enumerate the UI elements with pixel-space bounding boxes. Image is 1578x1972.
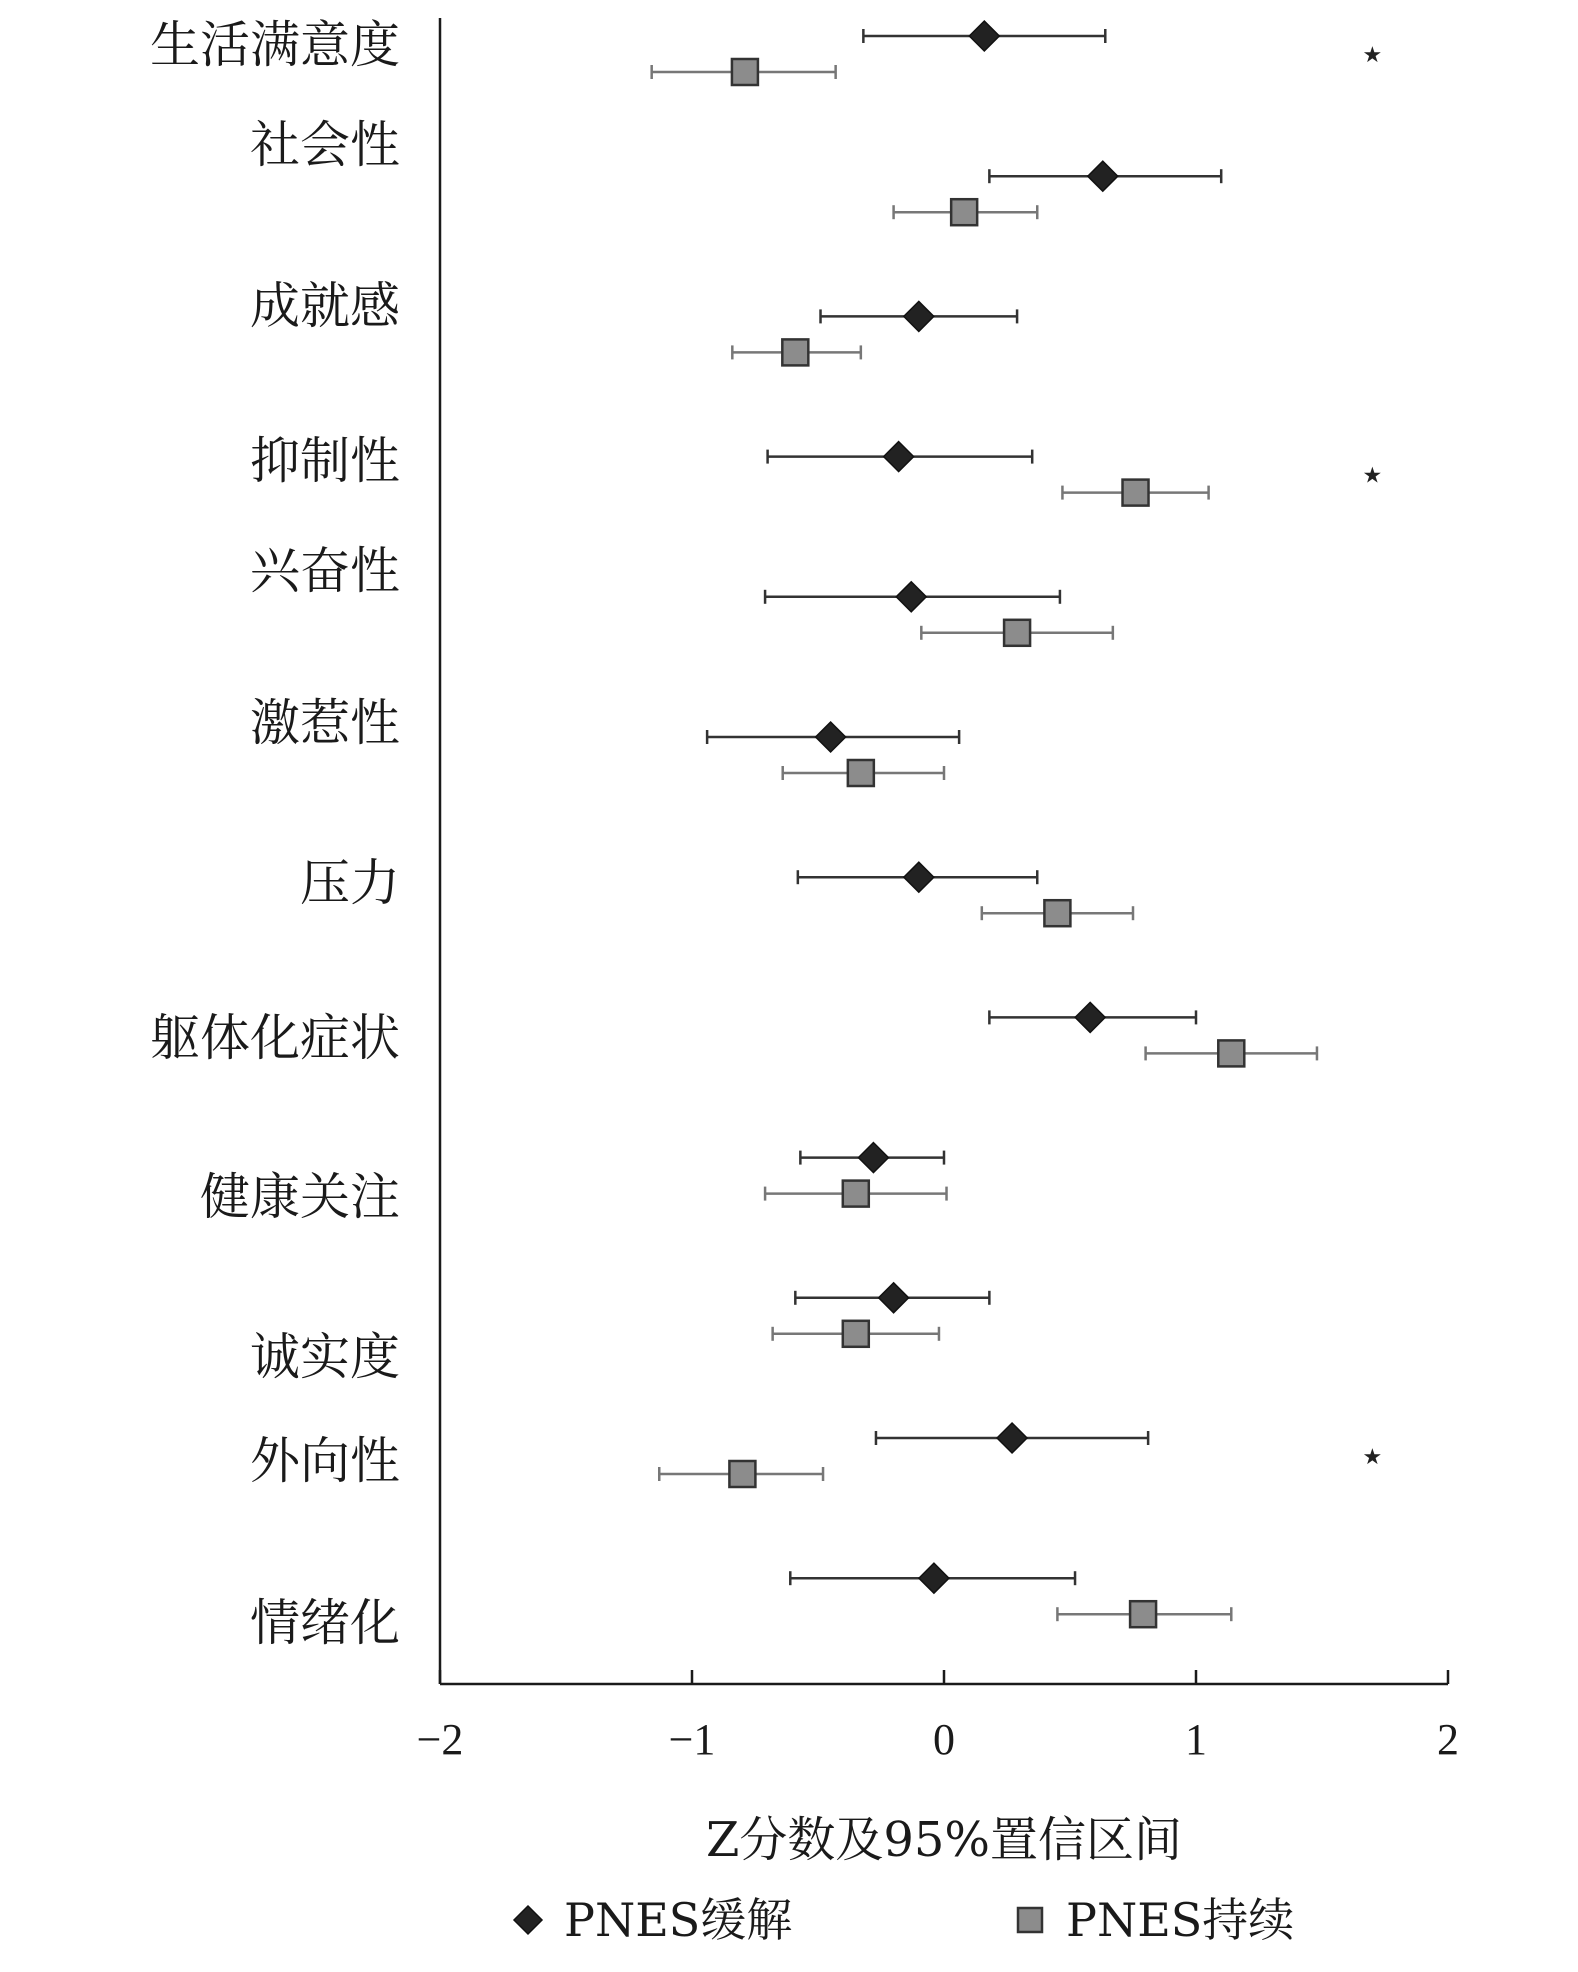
category-label: 外向性 (250, 1432, 400, 1490)
x-axis-title: Z分数及95%置信区间 (705, 1812, 1183, 1868)
x-tick-label: 0 (933, 1715, 955, 1764)
legend-label: PNES缓解 (564, 1893, 793, 1947)
x-tick-label: 2 (1437, 1715, 1459, 1764)
diamond-marker (896, 582, 926, 612)
legend-diamond-marker (514, 1906, 542, 1934)
square-marker (732, 59, 758, 85)
category-label: 生活满意度 (150, 16, 400, 74)
square-marker (782, 339, 808, 365)
diamond-marker (904, 862, 934, 892)
category-label: 健康关注 (200, 1168, 400, 1226)
square-marker (951, 199, 977, 225)
legend (514, 1893, 1294, 1947)
square-marker (1004, 620, 1030, 646)
square-marker (1123, 480, 1149, 506)
diamond-marker (816, 722, 846, 752)
category-label: 压力 (300, 854, 400, 912)
diamond-marker (904, 301, 934, 331)
x-tick-label: −2 (416, 1715, 464, 1764)
significance-star: ★ (1362, 463, 1383, 489)
diamond-marker (879, 1283, 909, 1313)
square-marker (848, 760, 874, 786)
diamond-marker (997, 1423, 1027, 1453)
category-label: 激惹性 (250, 694, 400, 752)
category-label: 情绪化 (250, 1594, 400, 1652)
x-tick-label: 1 (1185, 1715, 1207, 1764)
category-label: 躯体化症状 (150, 1009, 400, 1067)
square-marker (843, 1181, 869, 1207)
significance-star: ★ (1362, 43, 1383, 68)
category-label: 成就感 (250, 277, 400, 335)
diamond-marker (884, 442, 914, 472)
category-label: 兴奋性 (250, 542, 400, 600)
significance-star: ★ (1362, 1445, 1383, 1470)
square-marker (1044, 900, 1070, 926)
diamond-marker (1075, 1002, 1105, 1032)
diamond-marker (858, 1143, 888, 1173)
legend-label: PNES持续 (1066, 1893, 1295, 1947)
x-tick-label: −1 (668, 1715, 716, 1764)
category-label: 社会性 (250, 116, 400, 174)
diamond-marker (919, 1563, 949, 1593)
square-marker (1218, 1040, 1244, 1066)
square-marker (729, 1461, 755, 1487)
category-label: 诚实度 (250, 1328, 400, 1386)
square-marker (843, 1321, 869, 1347)
category-labels (150, 16, 400, 1652)
square-marker (1130, 1601, 1156, 1627)
category-label: 抑制性 (250, 432, 400, 490)
plot-area (652, 21, 1383, 1627)
legend-square-marker (1018, 1908, 1042, 1932)
diamond-marker (969, 21, 999, 51)
diamond-marker (1088, 161, 1118, 191)
